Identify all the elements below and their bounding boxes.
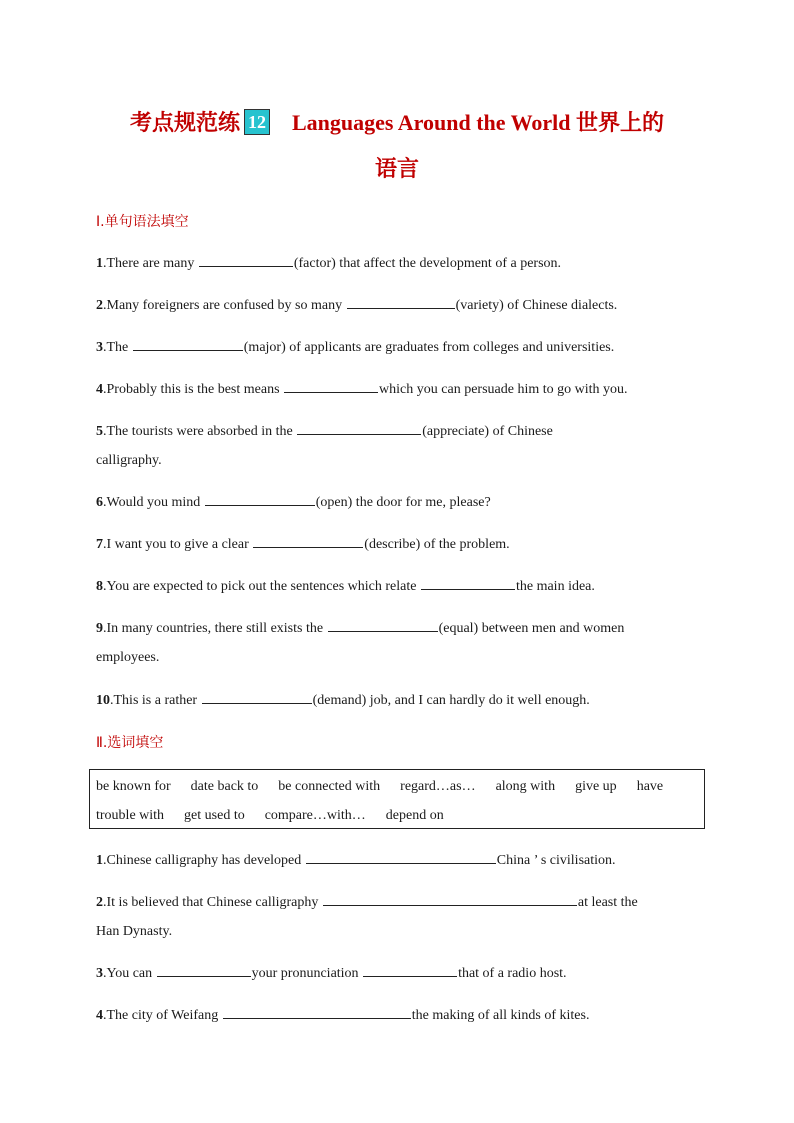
question-text: (major) of applicants are graduates from colleges and universities. [243,340,615,355]
question-number: 10 [96,693,110,708]
question-text-continued: employees. [96,650,160,665]
answer-blank[interactable] [421,575,515,590]
answer-blank[interactable] [347,294,455,309]
section2-heading: Ⅱ.选词填空 [96,735,164,751]
word-option: get used to [184,808,245,823]
question-number: 6 [96,495,103,510]
question-6 [96,488,696,517]
question-text: .The [103,340,132,355]
answer-blank[interactable] [297,420,421,435]
question-text-continued: Han Dynasty. [96,924,173,939]
answer-blank[interactable] [157,962,251,977]
fill-question-4 [96,1001,696,1030]
answer-blank[interactable] [323,891,577,906]
answer-blank[interactable] [205,491,315,506]
word-option: regard…as… [400,779,476,794]
question-text: .Many foreigners are confused by so many [103,298,346,313]
title-prefix: 考点规范练 [129,110,240,135]
answer-blank[interactable] [328,617,438,632]
question-number: 4 [96,1008,103,1023]
question-text: .In many countries, there still exists the [103,621,327,636]
question-text: at least the [577,895,638,910]
question-text: .The tourists were absorbed in the [103,424,297,439]
fill-question-1 [96,846,696,875]
word-option: compare…with… [264,808,366,823]
question-text: (equal) between men and women [438,621,625,636]
question-4 [96,375,696,404]
question-text: which you can persuade him to go with you. [379,382,628,397]
section1-heading: Ⅰ.单句语法填空 [96,214,189,230]
question-text: .It is believed that Chinese calligraphy [103,895,322,910]
fill-question-3 [96,959,696,988]
word-option: be known for [96,779,171,794]
question-number: 1 [96,853,103,868]
question-text: .Chinese calligraphy has developed [103,853,305,868]
word-option: give up [575,779,617,794]
question-number: 2 [96,298,103,313]
question-text: .Probably this is the best means [103,382,284,397]
question-text-continued: calligraphy. [96,453,162,468]
question-text: .I want you to give a clear [103,537,253,552]
question-number: 8 [96,579,103,594]
word-option: depend on [385,808,444,823]
question-text: the main idea. [515,579,595,594]
question-1 [96,249,696,278]
question-text: (variety) of Chinese dialects. [455,298,618,313]
question-number: 7 [96,537,103,552]
question-text: (describe) of the problem. [364,537,510,552]
page-title-line2: 语言 [374,156,419,181]
question-number: 5 [96,424,103,439]
question-text: (appreciate) of Chinese [422,424,553,439]
question-text: the making of all kinds of kites. [411,1008,590,1023]
title-main: Languages Around the World 世界上的 [291,110,665,135]
question-text: (open) the door for me, please? [315,495,491,510]
question-number: 3 [96,340,103,355]
question-number: 3 [96,966,103,981]
question-9 [96,614,696,672]
word-option: trouble with [96,808,165,823]
question-5 [96,417,696,475]
question-text: (demand) job, and I can hardly do it well enough. [312,693,590,708]
answer-blank[interactable] [253,533,363,548]
fill-question-2 [96,888,696,946]
answer-blank[interactable] [363,962,457,977]
word-option: have [636,779,664,794]
question-7 [96,530,696,559]
question-text: your pronunciation [251,966,363,981]
word-option: along with [495,779,556,794]
question-number: 2 [96,895,103,910]
question-8 [96,572,696,601]
question-text: .This is a rather [110,693,201,708]
answer-blank[interactable] [306,849,496,864]
word-option: be connected with [278,779,381,794]
question-text: China ’ s civilisation. [496,853,616,868]
answer-blank[interactable] [202,689,312,704]
answer-blank[interactable] [199,252,293,267]
question-10 [96,686,696,715]
question-number: 1 [96,256,103,271]
answer-blank[interactable] [284,378,378,393]
question-text: .There are many [103,256,198,271]
answer-blank[interactable] [133,336,243,351]
word-bank-box [89,769,705,829]
answer-blank[interactable] [223,1004,411,1019]
question-text: that of a radio host. [458,966,567,981]
question-number: 4 [96,382,103,397]
question-text: .Would you mind [103,495,204,510]
question-number: 9 [96,621,103,636]
exercise-number-badge: 12 [244,109,270,135]
question-3 [96,333,696,362]
question-2 [96,291,696,320]
word-option: date back to [190,779,259,794]
question-text: (factor) that affect the development of a person. [293,256,562,271]
question-text: .The city of Weifang [103,1008,222,1023]
question-text: .You are expected to pick out the sentences which relate [103,579,420,594]
question-text: .You can [103,966,156,981]
page-title [0,106,794,137]
